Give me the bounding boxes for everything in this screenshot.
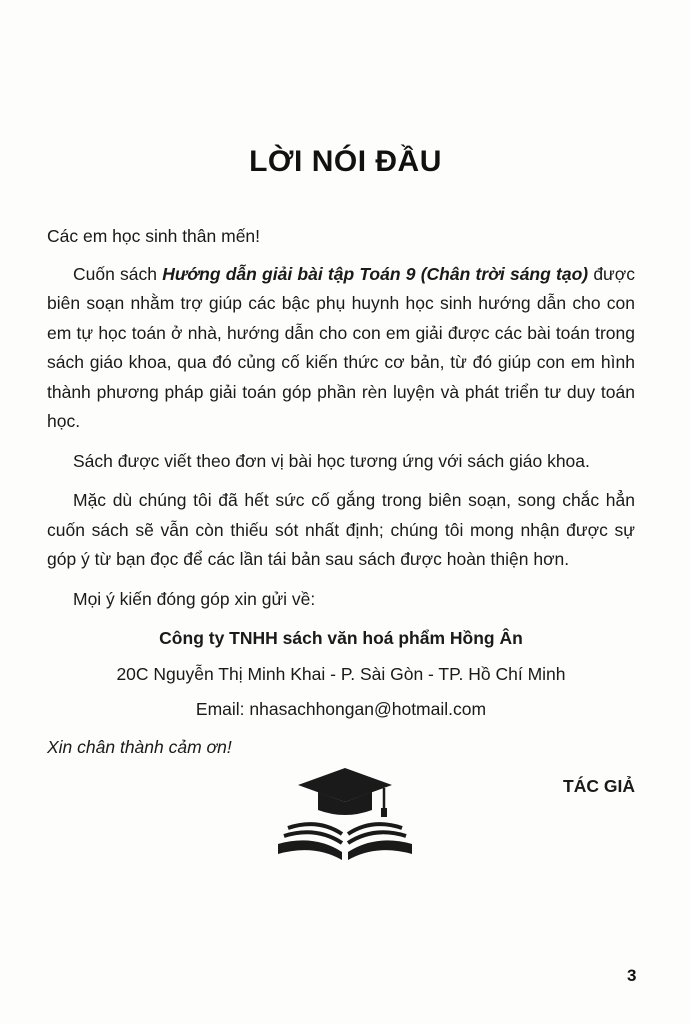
author-signature: TÁC GIẢ bbox=[563, 776, 635, 796]
para2-text: Sách được viết theo đơn vị bài học tương ứng với sách giáo khoa. bbox=[73, 450, 590, 471]
preface-body bbox=[47, 222, 635, 812]
contact-intro-text: Mọi ý kiến đóng góp xin gửi về: bbox=[73, 588, 316, 609]
thanks-line bbox=[47, 733, 635, 763]
graduation-cap-book-icon bbox=[278, 768, 412, 860]
thanks-text: Xin chân thành cảm ơn! bbox=[47, 736, 232, 757]
paragraph-structure bbox=[47, 447, 635, 477]
company-email: Email: nhasachhongan@hotmail.com bbox=[195, 699, 487, 719]
greeting: Các em học sinh thân mến! bbox=[47, 226, 261, 246]
contact-intro bbox=[47, 585, 635, 615]
paragraph-apology bbox=[47, 486, 635, 575]
page-title: LỜI NÓI ĐẦU bbox=[249, 145, 442, 178]
para3-text: Mặc dù chúng tôi đã hết sức cố gắng trong biên soạn, song chắc hẳn cuốn sách sẽ vẫn còn thiếu sót nhất định; chúng tôi mong nhận được sự góp ý từ bạn đọc để các lần tái bản sau sách được hoàn thiện hơn. bbox=[47, 490, 635, 569]
company-name: Công ty TNHH sách văn hoá phẩm Hồng Ân bbox=[159, 628, 523, 648]
paragraph-intro bbox=[47, 260, 635, 437]
page-number: 3 bbox=[627, 966, 637, 985]
company-address: 20C Nguyễn Thị Minh Khai - P. Sài Gòn - TP. Hồ Chí Minh bbox=[116, 663, 566, 684]
para1-suffix: được biên soạn nhằm trợ giúp các bậc phụ huynh học sinh hướng dẫn cho con em tự học toán ở nhà, hướng dẫn cho con em giải được các bài toán trong sách giáo khoa, qua đó củng cố kiến thức cơ bản, từ đó giúp con em hình thành phương pháp giải toán góp phần rèn luyện và phát triển tư duy toán học. bbox=[47, 263, 635, 431]
book-title: Hướng dẫn giải bài tập Toán 9 (Chân trời sáng tạo) bbox=[162, 263, 589, 284]
para1-prefix: Cuốn sách bbox=[73, 263, 163, 284]
